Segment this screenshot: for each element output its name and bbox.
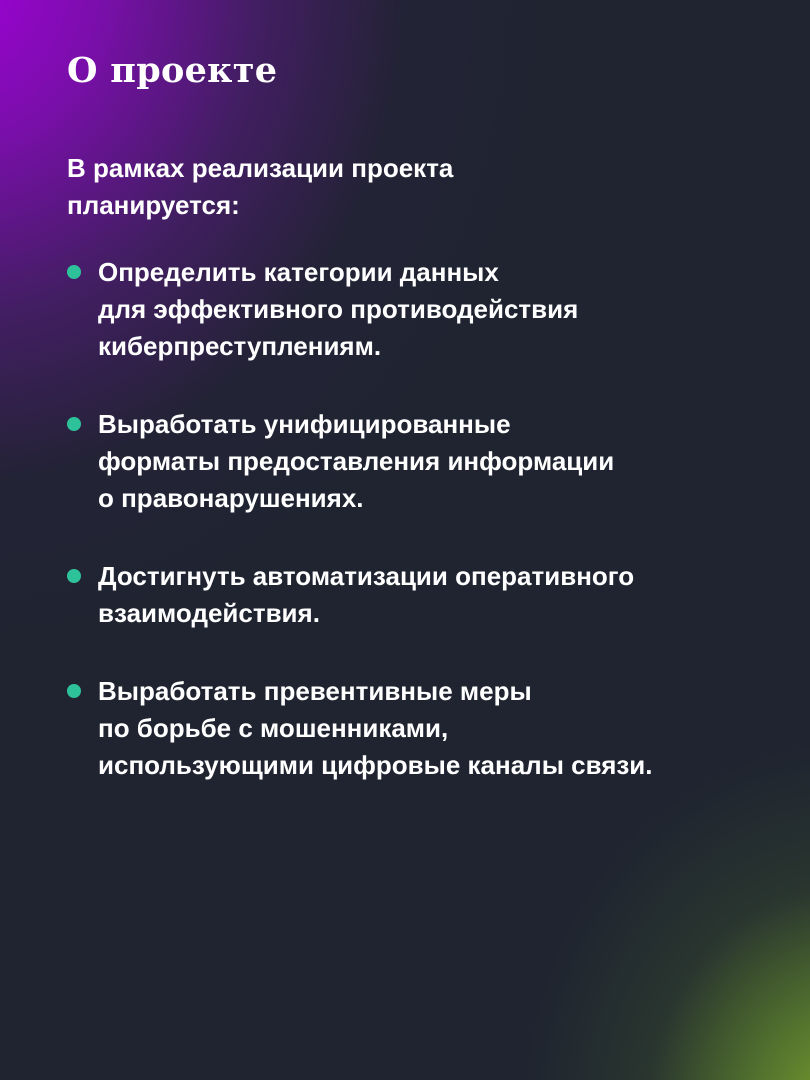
bullet-line: Определить категории данных [98,257,499,287]
intro-line-1: В рамках реализации проекта [67,153,454,183]
bullet-line: использующими цифровые каналы связи. [98,750,653,780]
bullet-line: Выработать унифицированные [98,409,511,439]
bullet-line: киберпреступлениям. [98,331,382,361]
bullet-text [98,254,578,365]
bullet-line: о правонарушениях. [98,483,364,513]
bullet-dot-icon [67,684,81,698]
bullet-dot-icon [67,569,81,583]
bullet-line: взаимодействия. [98,598,320,628]
bullet-dot-icon [67,265,81,279]
intro-line-2: планируется: [67,190,240,220]
bullet-text [98,673,653,784]
bullet-text [98,558,634,632]
bullet-line: Выработать превентивные меры [98,676,532,706]
bullet-line: Достигнуть автоматизации оперативного [98,561,635,591]
bullet-text [98,406,614,517]
bullet-line: по борьбе с мошенниками, [98,713,449,743]
page-title: О проекте [67,50,278,91]
bullet-line: форматы предоставления информации [98,446,615,476]
bullet-line: для эффективного противодействия [98,294,579,324]
bullet-dot-icon [67,417,81,431]
